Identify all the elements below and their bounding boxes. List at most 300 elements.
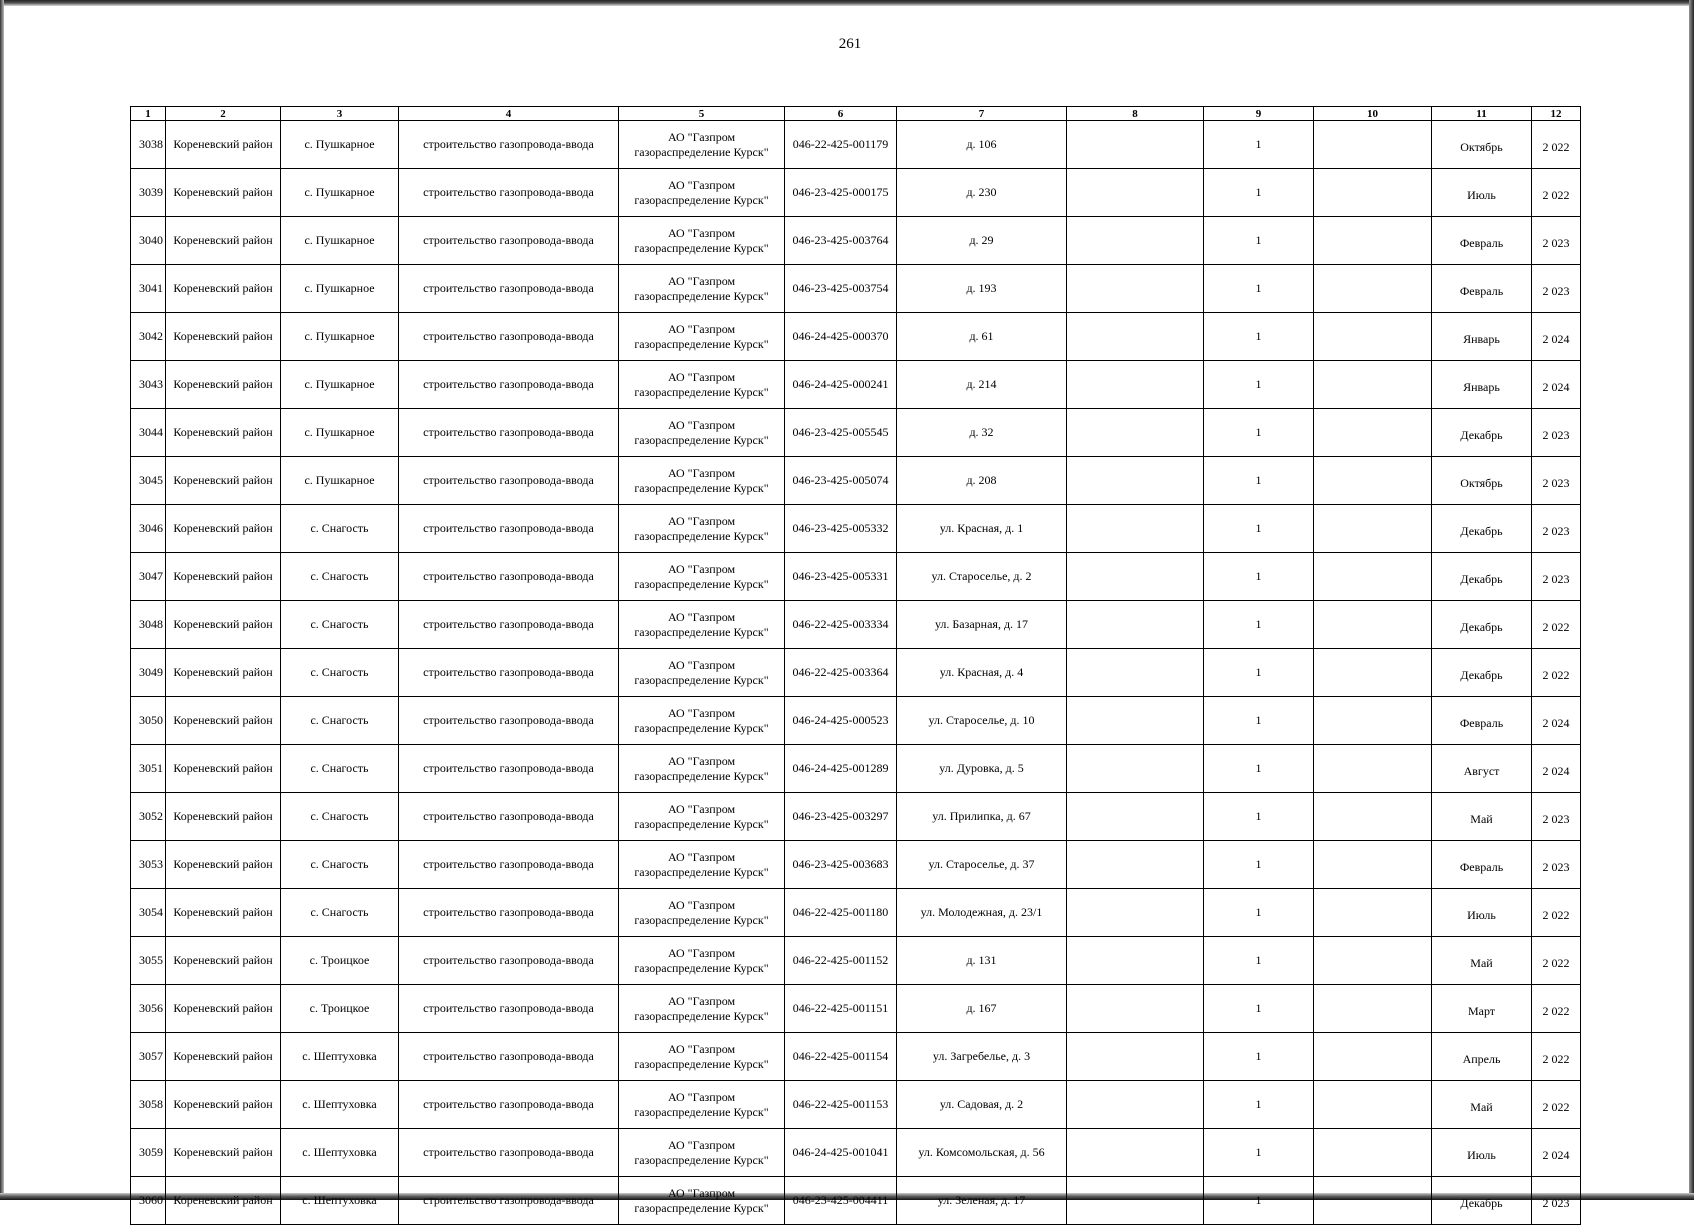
- cell-quantity: 1: [1204, 409, 1314, 457]
- cell-address: ул. Загребелье, д. 3: [897, 1033, 1067, 1081]
- cell-organization: [619, 457, 785, 505]
- table-row: [131, 1033, 1581, 1081]
- cell-number: 3041: [131, 265, 166, 313]
- cell-district: Кореневский район: [166, 937, 281, 985]
- cell-code: 046-23-425-003683: [785, 841, 897, 889]
- org-line-2: газораспределение Курск": [634, 768, 769, 783]
- cell-year: 2 022: [1532, 889, 1581, 937]
- cell-col8: [1067, 745, 1204, 793]
- cell-code: 046-22-425-001153: [785, 1081, 897, 1129]
- org-line-1: АО "Газпром: [667, 225, 736, 240]
- cell-address: ул. Староселье, д. 10: [897, 697, 1067, 745]
- scan-edge-right: [1689, 0, 1694, 1200]
- cell-year: 2 023: [1532, 409, 1581, 457]
- cell-code: 046-22-425-001154: [785, 1033, 897, 1081]
- cell-locality: с. Троицкое: [281, 985, 399, 1033]
- org-line-1: АО "Газпром: [667, 465, 736, 480]
- header-row: [131, 107, 1581, 121]
- org-line-2: газораспределение Курск": [634, 1152, 769, 1167]
- cell-col10: [1314, 889, 1432, 937]
- org-line-1: АО "Газпром: [667, 849, 736, 864]
- cell-month: Декабрь: [1432, 409, 1532, 457]
- org-line-1: АО "Газпром: [667, 609, 736, 624]
- cell-year: 2 024: [1532, 313, 1581, 361]
- cell-number: 3049: [131, 649, 166, 697]
- cell-number: 3060: [131, 1177, 166, 1225]
- cell-year: 2 023: [1532, 217, 1581, 265]
- cell-address: д. 29: [897, 217, 1067, 265]
- cell-district: Кореневский район: [166, 313, 281, 361]
- cell-month: Декабрь: [1432, 505, 1532, 553]
- column-header: 10: [1314, 107, 1432, 121]
- cell-month: Декабрь: [1432, 649, 1532, 697]
- cell-col8: [1067, 265, 1204, 313]
- cell-month: Декабрь: [1432, 553, 1532, 601]
- cell-organization: [619, 313, 785, 361]
- cell-district: Кореневский район: [166, 1081, 281, 1129]
- org-line-1: АО "Газпром: [667, 129, 736, 144]
- cell-col10: [1314, 217, 1432, 265]
- cell-col8: [1067, 1177, 1204, 1225]
- cell-locality: с. Пушкарное: [281, 313, 399, 361]
- cell-year: 2 024: [1532, 1129, 1581, 1177]
- cell-col10: [1314, 1081, 1432, 1129]
- cell-quantity: 1: [1204, 1033, 1314, 1081]
- cell-number: 3047: [131, 553, 166, 601]
- cell-month: Февраль: [1432, 265, 1532, 313]
- cell-address: ул. Прилипка, д. 67: [897, 793, 1067, 841]
- cell-locality: с. Пушкарное: [281, 217, 399, 265]
- scan-edge-left: [0, 0, 4, 1200]
- org-line-2: газораспределение Курск": [634, 384, 769, 399]
- cell-organization: [619, 889, 785, 937]
- cell-organization: [619, 553, 785, 601]
- cell-work-type: строительство газопровода-ввода: [399, 217, 619, 265]
- cell-month: Май: [1432, 937, 1532, 985]
- cell-district: Кореневский район: [166, 745, 281, 793]
- cell-address: ул. Зеленая, д. 17: [897, 1177, 1067, 1225]
- cell-col10: [1314, 697, 1432, 745]
- cell-district: Кореневский район: [166, 841, 281, 889]
- cell-district: Кореневский район: [166, 265, 281, 313]
- cell-work-type: строительство газопровода-ввода: [399, 313, 619, 361]
- cell-code: 046-23-425-005074: [785, 457, 897, 505]
- cell-code: 046-23-425-004411: [785, 1177, 897, 1225]
- cell-number: 3058: [131, 1081, 166, 1129]
- cell-quantity: 1: [1204, 505, 1314, 553]
- cell-number: 3045: [131, 457, 166, 505]
- cell-work-type: строительство газопровода-ввода: [399, 361, 619, 409]
- cell-col10: [1314, 793, 1432, 841]
- cell-organization: [619, 793, 785, 841]
- cell-col8: [1067, 361, 1204, 409]
- column-header: 11: [1432, 107, 1532, 121]
- org-line-2: газораспределение Курск": [634, 336, 769, 351]
- column-header: 6: [785, 107, 897, 121]
- cell-year: 2 022: [1532, 937, 1581, 985]
- cell-month: Май: [1432, 793, 1532, 841]
- cell-col10: [1314, 937, 1432, 985]
- cell-month: Август: [1432, 745, 1532, 793]
- cell-district: Кореневский район: [166, 1177, 281, 1225]
- cell-quantity: 1: [1204, 1129, 1314, 1177]
- cell-address: д. 61: [897, 313, 1067, 361]
- cell-work-type: строительство газопровода-ввода: [399, 841, 619, 889]
- cell-col10: [1314, 745, 1432, 793]
- cell-code: 046-22-425-001179: [785, 121, 897, 169]
- cell-col10: [1314, 505, 1432, 553]
- page-number: 261: [838, 36, 862, 52]
- cell-work-type: строительство газопровода-ввода: [399, 601, 619, 649]
- cell-col10: [1314, 457, 1432, 505]
- cell-organization: [619, 745, 785, 793]
- cell-year: 2 023: [1532, 457, 1581, 505]
- cell-locality: с. Снагость: [281, 889, 399, 937]
- cell-address: д. 106: [897, 121, 1067, 169]
- cell-code: 046-23-425-005332: [785, 505, 897, 553]
- cell-number: 3051: [131, 745, 166, 793]
- cell-quantity: 1: [1204, 1177, 1314, 1225]
- cell-year: 2 023: [1532, 793, 1581, 841]
- org-line-2: газораспределение Курск": [634, 144, 769, 159]
- cell-work-type: строительство газопровода-ввода: [399, 649, 619, 697]
- cell-col8: [1067, 841, 1204, 889]
- org-line-2: газораспределение Курск": [634, 672, 769, 687]
- cell-col8: [1067, 601, 1204, 649]
- cell-work-type: строительство газопровода-ввода: [399, 937, 619, 985]
- cell-work-type: строительство газопровода-ввода: [399, 505, 619, 553]
- cell-district: Кореневский район: [166, 409, 281, 457]
- cell-quantity: 1: [1204, 265, 1314, 313]
- cell-locality: с. Снагость: [281, 841, 399, 889]
- cell-code: 046-24-425-000370: [785, 313, 897, 361]
- cell-address: ул. Дуровка, д. 5: [897, 745, 1067, 793]
- cell-col8: [1067, 505, 1204, 553]
- cell-work-type: строительство газопровода-ввода: [399, 265, 619, 313]
- cell-work-type: строительство газопровода-ввода: [399, 553, 619, 601]
- cell-address: д. 131: [897, 937, 1067, 985]
- cell-col8: [1067, 169, 1204, 217]
- cell-organization: [619, 361, 785, 409]
- cell-month: Октябрь: [1432, 121, 1532, 169]
- cell-organization: [619, 985, 785, 1033]
- cell-quantity: 1: [1204, 649, 1314, 697]
- cell-quantity: 1: [1204, 217, 1314, 265]
- cell-number: 3057: [131, 1033, 166, 1081]
- table-row: [131, 841, 1581, 889]
- column-header: 5: [619, 107, 785, 121]
- cell-address: ул. Староселье, д. 2: [897, 553, 1067, 601]
- cell-col8: [1067, 121, 1204, 169]
- org-line-2: газораспределение Курск": [634, 1056, 769, 1071]
- cell-number: 3042: [131, 313, 166, 361]
- cell-number: 3046: [131, 505, 166, 553]
- org-line-2: газораспределение Курск": [634, 864, 769, 879]
- cell-organization: [619, 409, 785, 457]
- cell-month: Январь: [1432, 361, 1532, 409]
- cell-district: Кореневский район: [166, 1129, 281, 1177]
- org-line-2: газораспределение Курск": [634, 288, 769, 303]
- cell-locality: с. Пушкарное: [281, 409, 399, 457]
- cell-month: Октябрь: [1432, 457, 1532, 505]
- cell-address: д. 230: [897, 169, 1067, 217]
- cell-address: д. 214: [897, 361, 1067, 409]
- cell-number: 3052: [131, 793, 166, 841]
- cell-address: д. 167: [897, 985, 1067, 1033]
- org-line-1: АО "Газпром: [667, 513, 736, 528]
- cell-month: Июль: [1432, 1129, 1532, 1177]
- org-line-2: газораспределение Курск": [634, 912, 769, 927]
- cell-col8: [1067, 889, 1204, 937]
- cell-col8: [1067, 985, 1204, 1033]
- cell-quantity: 1: [1204, 793, 1314, 841]
- org-line-1: АО "Газпром: [667, 1089, 736, 1104]
- cell-number: 3040: [131, 217, 166, 265]
- cell-locality: с. Шептуховка: [281, 1033, 399, 1081]
- cell-work-type: строительство газопровода-ввода: [399, 169, 619, 217]
- cell-col10: [1314, 121, 1432, 169]
- table-row: [131, 985, 1581, 1033]
- cell-locality: с. Снагость: [281, 697, 399, 745]
- org-line-1: АО "Газпром: [667, 753, 736, 768]
- org-line-2: газораспределение Курск": [634, 1104, 769, 1119]
- cell-col8: [1067, 937, 1204, 985]
- cell-month: Январь: [1432, 313, 1532, 361]
- cell-work-type: строительство газопровода-ввода: [399, 457, 619, 505]
- org-line-1: АО "Газпром: [667, 1185, 736, 1200]
- cell-organization: [619, 1033, 785, 1081]
- table-row: [131, 1081, 1581, 1129]
- cell-district: Кореневский район: [166, 697, 281, 745]
- cell-col10: [1314, 553, 1432, 601]
- cell-col8: [1067, 793, 1204, 841]
- cell-address: ул. Красная, д. 4: [897, 649, 1067, 697]
- cell-code: 046-23-425-003297: [785, 793, 897, 841]
- cell-code: 046-23-425-000175: [785, 169, 897, 217]
- cell-district: Кореневский район: [166, 649, 281, 697]
- cell-organization: [619, 937, 785, 985]
- org-line-1: АО "Газпром: [667, 801, 736, 816]
- cell-organization: [619, 217, 785, 265]
- cell-month: Июль: [1432, 169, 1532, 217]
- org-line-1: АО "Газпром: [667, 1041, 736, 1056]
- cell-quantity: 1: [1204, 457, 1314, 505]
- cell-month: Декабрь: [1432, 1177, 1532, 1225]
- cell-col10: [1314, 1033, 1432, 1081]
- cell-month: Декабрь: [1432, 601, 1532, 649]
- cell-col10: [1314, 409, 1432, 457]
- cell-number: 3048: [131, 601, 166, 649]
- cell-col10: [1314, 841, 1432, 889]
- table-row: [131, 1129, 1581, 1177]
- cell-month: Июль: [1432, 889, 1532, 937]
- table-row: [131, 697, 1581, 745]
- cell-address: д. 208: [897, 457, 1067, 505]
- cell-month: Февраль: [1432, 841, 1532, 889]
- cell-col10: [1314, 169, 1432, 217]
- cell-number: 3050: [131, 697, 166, 745]
- cell-year: 2 023: [1532, 505, 1581, 553]
- cell-code: 046-24-425-001289: [785, 745, 897, 793]
- cell-work-type: строительство газопровода-ввода: [399, 121, 619, 169]
- cell-code: 046-22-425-003334: [785, 601, 897, 649]
- cell-work-type: строительство газопровода-ввода: [399, 1129, 619, 1177]
- org-line-1: АО "Газпром: [667, 1137, 736, 1152]
- cell-work-type: строительство газопровода-ввода: [399, 1033, 619, 1081]
- cell-locality: с. Пушкарное: [281, 457, 399, 505]
- cell-col8: [1067, 457, 1204, 505]
- table-row: [131, 889, 1581, 937]
- org-line-1: АО "Газпром: [667, 657, 736, 672]
- column-header: 8: [1067, 107, 1204, 121]
- org-line-2: газораспределение Курск": [634, 816, 769, 831]
- table-row: [131, 169, 1581, 217]
- cell-work-type: строительство газопровода-ввода: [399, 697, 619, 745]
- table-row: [131, 217, 1581, 265]
- cell-col8: [1067, 553, 1204, 601]
- cell-year: 2 022: [1532, 985, 1581, 1033]
- cell-organization: [619, 697, 785, 745]
- cell-quantity: 1: [1204, 697, 1314, 745]
- cell-work-type: строительство газопровода-ввода: [399, 889, 619, 937]
- column-header: 2: [166, 107, 281, 121]
- cell-number: 3056: [131, 985, 166, 1033]
- org-line-1: АО "Газпром: [667, 993, 736, 1008]
- cell-district: Кореневский район: [166, 553, 281, 601]
- cell-col8: [1067, 1033, 1204, 1081]
- org-line-2: газораспределение Курск": [634, 528, 769, 543]
- cell-address: д. 32: [897, 409, 1067, 457]
- cell-district: Кореневский район: [166, 169, 281, 217]
- cell-organization: [619, 1081, 785, 1129]
- cell-col8: [1067, 409, 1204, 457]
- cell-work-type: строительство газопровода-ввода: [399, 745, 619, 793]
- org-line-2: газораспределение Курск": [634, 432, 769, 447]
- org-line-2: газораспределение Курск": [634, 624, 769, 639]
- cell-year: 2 022: [1532, 601, 1581, 649]
- cell-col10: [1314, 313, 1432, 361]
- table-row: [131, 361, 1581, 409]
- cell-month: Март: [1432, 985, 1532, 1033]
- cell-col8: [1067, 313, 1204, 361]
- cell-quantity: 1: [1204, 745, 1314, 793]
- cell-month: Апрель: [1432, 1033, 1532, 1081]
- cell-code: 046-23-425-003764: [785, 217, 897, 265]
- cell-district: Кореневский район: [166, 1033, 281, 1081]
- org-line-2: газораспределение Курск": [634, 1008, 769, 1023]
- table-row: [131, 745, 1581, 793]
- cell-code: 046-23-425-005545: [785, 409, 897, 457]
- cell-locality: с. Снагость: [281, 649, 399, 697]
- org-line-2: газораспределение Курск": [634, 720, 769, 735]
- cell-month: Февраль: [1432, 217, 1532, 265]
- cell-year: 2 022: [1532, 1081, 1581, 1129]
- table-row: [131, 793, 1581, 841]
- column-header: 3: [281, 107, 399, 121]
- cell-work-type: строительство газопровода-ввода: [399, 409, 619, 457]
- cell-code: 046-23-425-005331: [785, 553, 897, 601]
- cell-code: 046-24-425-000241: [785, 361, 897, 409]
- cell-year: 2 024: [1532, 361, 1581, 409]
- table-row: [131, 265, 1581, 313]
- org-line-1: АО "Газпром: [667, 273, 736, 288]
- cell-col10: [1314, 649, 1432, 697]
- cell-district: Кореневский район: [166, 793, 281, 841]
- org-line-2: газораспределение Курск": [634, 240, 769, 255]
- cell-col10: [1314, 265, 1432, 313]
- table-row: [131, 505, 1581, 553]
- cell-address: д. 193: [897, 265, 1067, 313]
- cell-organization: [619, 265, 785, 313]
- cell-number: 3043: [131, 361, 166, 409]
- cell-locality: с. Снагость: [281, 553, 399, 601]
- cell-address: ул. Староселье, д. 37: [897, 841, 1067, 889]
- cell-locality: с. Шептуховка: [281, 1177, 399, 1225]
- cell-locality: с. Пушкарное: [281, 361, 399, 409]
- cell-code: 046-24-425-000523: [785, 697, 897, 745]
- cell-col10: [1314, 1129, 1432, 1177]
- cell-col8: [1067, 697, 1204, 745]
- register-table: [130, 106, 1581, 1225]
- cell-address: ул. Комсомольская, д. 56: [897, 1129, 1067, 1177]
- table-row: [131, 937, 1581, 985]
- scan-edge-top: [0, 0, 1694, 6]
- cell-number: 3054: [131, 889, 166, 937]
- org-line-2: газораспределение Курск": [634, 576, 769, 591]
- cell-quantity: 1: [1204, 889, 1314, 937]
- cell-year: 2 023: [1532, 265, 1581, 313]
- cell-col8: [1067, 1081, 1204, 1129]
- cell-code: 046-22-425-001151: [785, 985, 897, 1033]
- table-row: [131, 1177, 1581, 1225]
- cell-district: Кореневский район: [166, 121, 281, 169]
- cell-col8: [1067, 1129, 1204, 1177]
- cell-locality: с. Пушкарное: [281, 121, 399, 169]
- cell-organization: [619, 841, 785, 889]
- org-line-2: газораспределение Курск": [634, 960, 769, 975]
- cell-work-type: строительство газопровода-ввода: [399, 985, 619, 1033]
- org-line-1: АО "Газпром: [667, 417, 736, 432]
- cell-district: Кореневский район: [166, 889, 281, 937]
- cell-locality: с. Снагость: [281, 745, 399, 793]
- cell-number: 3053: [131, 841, 166, 889]
- cell-quantity: 1: [1204, 361, 1314, 409]
- column-header: 12: [1532, 107, 1581, 121]
- org-line-1: АО "Газпром: [667, 897, 736, 912]
- org-line-2: газораспределение Курск": [634, 480, 769, 495]
- cell-code: 046-24-425-001041: [785, 1129, 897, 1177]
- cell-col8: [1067, 649, 1204, 697]
- cell-locality: с. Троицкое: [281, 937, 399, 985]
- cell-year: 2 022: [1532, 169, 1581, 217]
- cell-address: ул. Красная, д. 1: [897, 505, 1067, 553]
- cell-district: Кореневский район: [166, 217, 281, 265]
- org-line-1: АО "Газпром: [667, 177, 736, 192]
- cell-work-type: строительство газопровода-ввода: [399, 1177, 619, 1225]
- cell-month: Май: [1432, 1081, 1532, 1129]
- cell-district: Кореневский район: [166, 601, 281, 649]
- cell-organization: [619, 649, 785, 697]
- cell-organization: [619, 1177, 785, 1225]
- cell-year: 2 022: [1532, 1033, 1581, 1081]
- org-line-2: газораспределение Курск": [634, 1200, 769, 1215]
- cell-quantity: 1: [1204, 169, 1314, 217]
- cell-col10: [1314, 1177, 1432, 1225]
- cell-organization: [619, 169, 785, 217]
- cell-quantity: 1: [1204, 937, 1314, 985]
- cell-quantity: 1: [1204, 553, 1314, 601]
- cell-quantity: 1: [1204, 601, 1314, 649]
